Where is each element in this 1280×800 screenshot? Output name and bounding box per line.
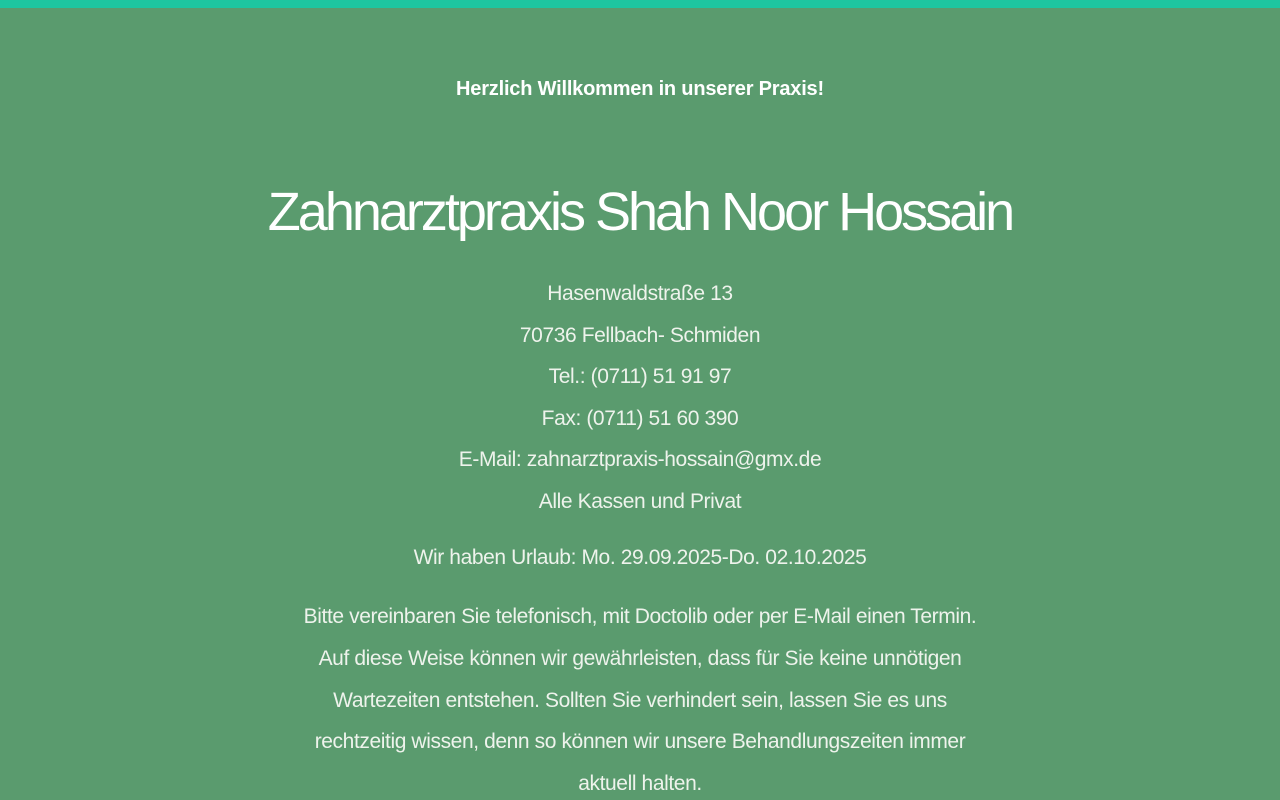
- contact-info: [0, 273, 1280, 523]
- welcome-heading: Herzlich Willkommen in unserer Praxis!: [456, 78, 824, 100]
- top-accent-bar: [0, 0, 1280, 8]
- email-link[interactable]: E-Mail: zahnarztpraxis-hossain@gmx.de: [458, 448, 822, 472]
- address-street: Hasenwaldstraße 13: [547, 282, 733, 305]
- phone-number: Tel.: (0711) 51 91 97: [548, 365, 732, 389]
- vacation-notice: Wir haben Urlaub: Mo. 29.09.2025-Do. 02.10.2025: [413, 546, 867, 569]
- insurance-info: Alle Kassen und Privat: [538, 489, 742, 513]
- page-title: Zahnarztpraxis Shah Noor Hossain: [267, 182, 1013, 242]
- address-city: 70736 Fellbach- Schmiden: [519, 323, 761, 347]
- fax-number: Fax: (0711) 51 60 390: [541, 406, 739, 430]
- appointment-notice: Bitte vereinbaren Sie telefonisch, mit Doctolib oder per E-Mail einen Termin. Auf diese Weise können wir gewährleisten, dass für Sie keine unnötigen Wartezeiten entstehen. Sollten Sie verhindert sein, lassen Sie es uns rechtzeitig wissen, denn so können wir unsere Behandlungszeiten immer aktuell halten.: [303, 605, 977, 796]
